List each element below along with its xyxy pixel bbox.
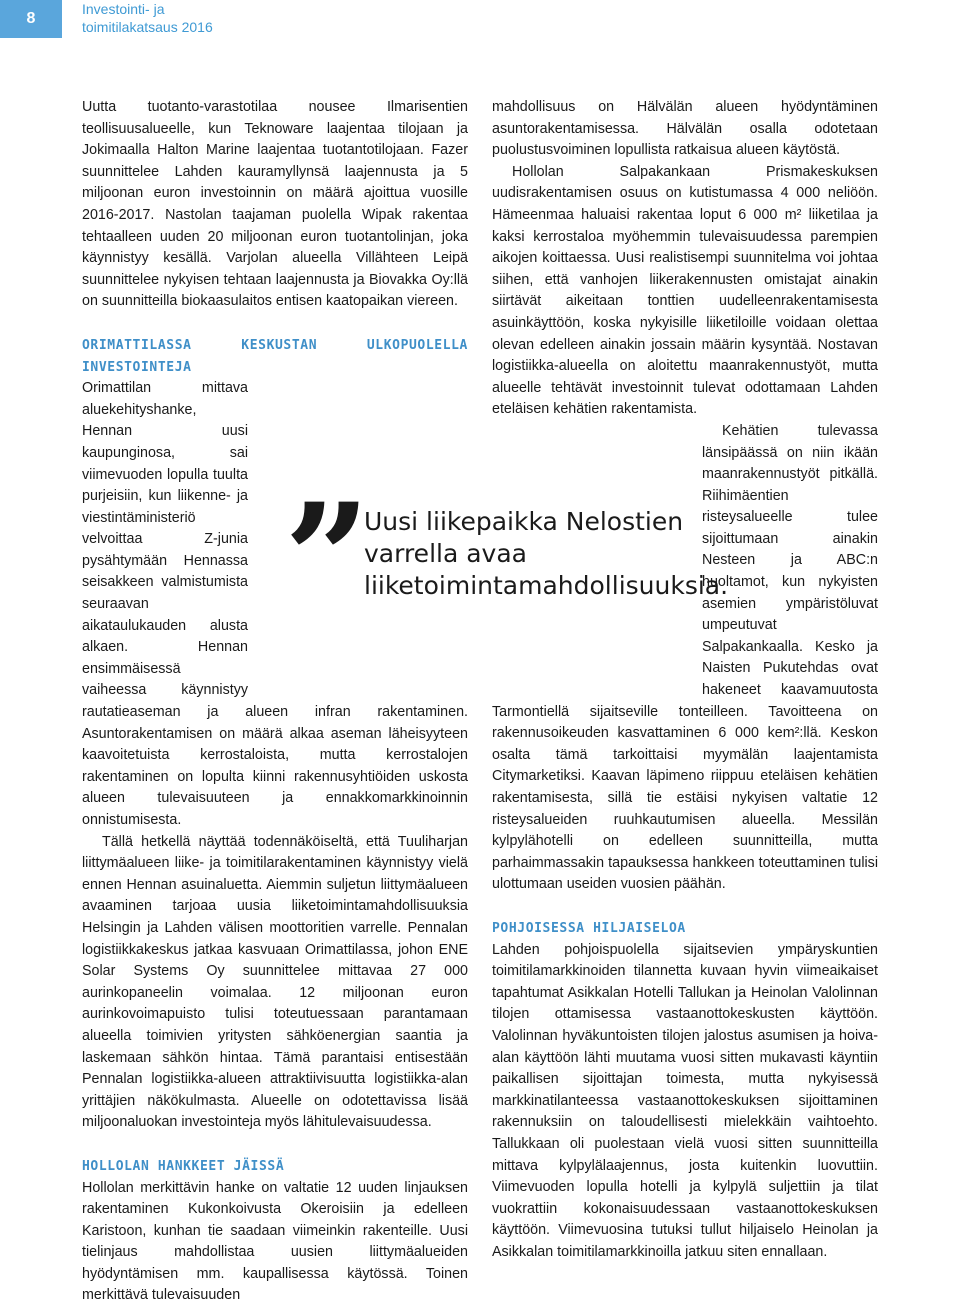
paragraph-pohjoinen: Lahden pohjoispuolella sijaitsevien ympäryskuntien toimitilamarkkinoiden tilannetta kuvaan hyvin viimeaikaiset tapahtumat Asikkalan Hotelli Tallukan ja Heinolan Valolinnan tilojen ottamisessa vastaanottokeskusten käyttöön. Valolinnan hyväkuntoisten tilojen jalostus asumisen ja hoiva-alan käyttöön lähti muutama vuosi sitten mukavasti käyntiin paikallisen sijoittajan toimesta, mutta nykyisessä markkinatilanteessa vastaanottokeskuksen sijoittaminen rakennuksiin on taloudellisesti mielekkäin vaihtoehto. Tallukkaan oli puolestaan vielä vuosi sitten suunnitteilla mittava kylpylälaajennus, josta kuitenkin luovuttiin. Viimevuoden lopulla hotelli ja kylpylä suljettiin ja tilat vuokrattiin kokonaisuudessaan vastaanottokeskuksen käyttöön. Viimevuosina tutuksi tullut hiljaiselo Heinolan ja Asikkalan toimitilamarkkinoilla jatkuu siten ennallaan.: [492, 940, 878, 1264]
left-column: [82, 97, 468, 1307]
right-column: [492, 97, 878, 1263]
paragraph-industrial: Uutta tuotanto-varastotilaa nousee Ilmarisentien teollisuusalueelle, kun Teknoware laajentaa tilojaan ja Jokimaalla Halton Marine laajentaa tuotantotilojaan. Fazer suunnittelee Lahden kauramyllynsä laajennusta ja 5 miljoonan euron investoinnin on määrä ajoittua vuosille 2016-2017. Nastolan taajaman puolella Wipak rakentaa tehtaalleen uuden 20 miljoonan euron tuotantolinjan, joka käynnistyy kesällä. Varjolan alueella Villähteen Leipä suunnittelee nykyisen tehtaan laajennusta ja Biovakka Oy:llä on suunnitteilla biokaasulaitos entisen kaatopaikan viereen.: [82, 97, 468, 313]
running-header: [82, 0, 213, 36]
heading-orimattila: ORIMATTILASSA KESKUSTAN ULKOPUOLELLA INVESTOINTEJA: [82, 335, 468, 378]
paragraph-hollola: Hollolan merkittävin hanke on valtatie 12 uuden linjauksen rakentaminen Kukonkoivusta Okeroisiin ja edelleen Karistoon, kunhan tie saadaan viimeinkin rakenteille. Uusi tielinjaus mahdollistaa uusien liittymäalueiden hyödyntämisen mm. kaupallisessa käytössä. Toinen merkittävä tulevaisuuden: [82, 1178, 468, 1307]
quote-mark-icon: ”: [284, 484, 370, 634]
paragraph-tuuliharja: Tällä hetkellä näyttää todennäköiseltä, että Tuuliharjan liittymäalueen liike- ja toimitilarakentaminen käynnistyy vielä ennen Hennan asuinaluetta. Aiemmin suljetun liittymäalueen avaaminen tarjoaa uusia liiketoimintamahdollisuuksia Helsingin ja Lahden välisen moottoritien varrelle. Pennalan logistiikkakeskus jatkaa kasvuaan Orimattilassa, johon ENE Solar Systems Oy suunnittelee mittavaa 27 000 aurinkopaneelin voimalaa. 12 miljoonan euron aurinkovoimapuisto tulisi toteutuessaan parantamaan alueella toimivien yritysten sähköenergian saantia ja laskemaan sähkön hintaa. Tämä parantaisi entisestään Pennalan logistiikka-alueen attraktiivisuutta logistiikka-alan yrittäjien näkökulmasta. Alueelle on odotettavissa lisää miljoonaluokan investointeja myös lähitulevaisuudessa.: [82, 832, 468, 1134]
paragraph-kehatie: Kehätien tulevassa länsipäässä on niin ikään maanrakennustyöt pitkällä. Riihimäentien risteysalueelle tulee sijoittumaan ainakin Nesteen ja ABC:n huoltamot, kun nykyisten asemien ympäristöluvat umpeutuvat Salpakankaalla. Kesko ja Naisten Pukutehdas ovat hakeneet kaavamuutosta Tarmontiellä sijaitseville tonteilleen. Tavoitteena on rakennusoikeuden kasvattaminen 6 000 kem²:llä. Keskon osalta tämä tarkoittaisi myymälän laajentamista Citymarketiksi. Kaavan läpimeno riippuu eteläisen kehätien rakentamisesta, sillä tie estäisi nykyisen valtatie 12 risteysalueiden ruuhkautumisen alueella. Messilän kylpylähotelli on edelleen suunnitteilla, mutta parhaimmassakin tapauksessa hankkeen toteuttaminen tulisi ulottumaan useiden vuosien päähän.: [492, 421, 878, 896]
heading-pohjoinen: POHJOISESSA HILJAISELOA: [492, 918, 878, 940]
pull-quote-text: Uusi liikepaikka Nelostien varrella avaa liiketoimintamahdollisuuksia.: [364, 506, 694, 602]
paragraph-halvala: mahdollisuus on Hälvälän alueen hyödyntäminen asuntorakentamisessa. Hälvälän osalla odotetaan puolustusvoiminen lopullista ratkaisua alueen käytöstä.: [492, 97, 878, 162]
page-number: 8: [0, 0, 62, 38]
paragraph-henna: Orimattilan mittava aluekehityshanke, Hennan uusi kaupunginosa, sai viimevuoden lopulla tuulta purjeisiin, kun liikenne- ja viestintäministeriö velvoittaa Z-junia pysähtymään Hennassa seisakkeen valmistumista seuraavan aikataulukauden alusta alkaen. Hennan ensimmäisessä vaiheessa käynnistyy rautatieaseman ja alueen infran rakentaminen. Asuntorakentamisen on määrä alkaa aseman läheisyyteen kaavoitetuista kerrostaloista, mutta kerrostalojen rakentaminen on lopulta kiinni rakennusyhtiöiden uskosta alueen tulevaisuuteen ja ennakkomarkkinoinnin onnistumisesta.: [82, 378, 468, 831]
pull-quote: [284, 502, 694, 622]
heading-hollola: HOLLOLAN HANKKEET JÄISSÄ: [82, 1156, 468, 1178]
paragraph-salpakangas: Hollolan Salpakankaan Prismakeskuksen uudisrakentamisen osuus on kutistumassa 4 000 neliöön. Hämeenmaa haluaisi rakentaa loput 6 000 m² liiketilaa ja kaksi kerrostaloa myöhemmin tulevaisuudessa parempien aikojen koittaessa. Uusi realistisempi suunnitelma voi johtaa siihen, että vanhojen liikerakennusten omistajat ainakin siirtävät aikeitaan tonttien uudelleenrakentamisesta asuinkäyttöön, koska nykyisille liiketiloille voidaan olettaa olevan edelleen ainakin jossain määrin kysyntää. Nostavan logistiikka-alueella on aloitettu maanrakennustyöt, mutta alueelle tehtävät investoinnit tulevat odottamaan Lahden eteläisen kehätien rakentamista.: [492, 162, 878, 421]
running-header-line-1: Investointi- ja: [82, 0, 213, 18]
running-header-line-2: toimitilakatsaus 2016: [82, 18, 213, 36]
